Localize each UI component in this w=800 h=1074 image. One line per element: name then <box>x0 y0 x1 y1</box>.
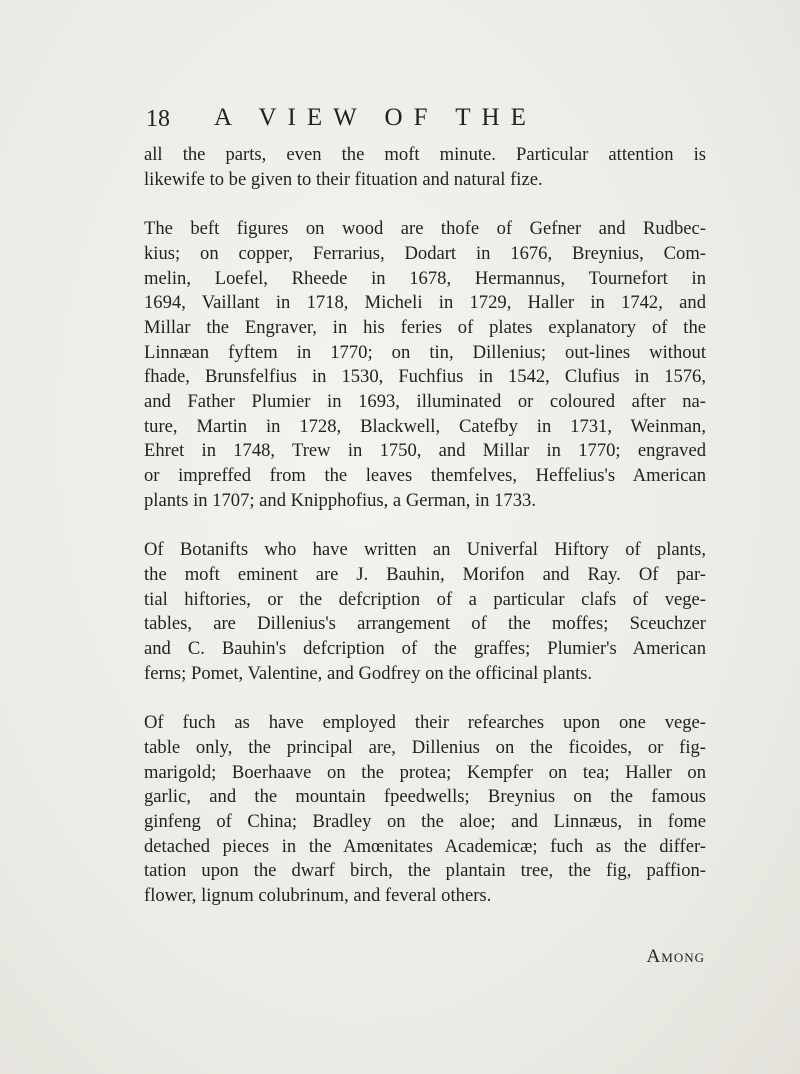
text-line: flower, lignum colubrinum, and feveral others. <box>144 885 492 907</box>
text-line: Ehret in 1748, Trew in 1750, and Millar in 1770; engraved <box>144 440 706 462</box>
text-line: tial hiftories, or the defcription of a particular clafs of vege- <box>144 588 706 610</box>
text-line: melin, Loefel, Rheede in 1678, Hermannus, Tournefort in <box>144 267 706 289</box>
paragraph <box>144 711 706 909</box>
paragraph <box>144 143 706 192</box>
text-line: marigold; Boerhaave on the protea; Kempfer on tea; Haller on <box>144 761 706 783</box>
paragraph <box>144 538 706 686</box>
text-line: Linnæan fyftem in 1770; on tin, Dillenius; out-lines without <box>144 341 706 363</box>
text-line: the moft eminent are J. Bauhin, Morifon and Ray. Of par- <box>144 563 706 585</box>
text-line: all the parts, even the moft minute. Particular attention is <box>144 144 706 165</box>
catchword: Among <box>646 946 705 967</box>
text-line: table only, the principal are, Dillenius on the ficoides, or fig- <box>144 736 706 758</box>
body-text <box>144 143 706 933</box>
page-number: 18 <box>146 106 170 132</box>
text-line: ginfeng of China; Bradley on the aloe; and Linnæus, in fome <box>144 810 706 832</box>
text-line: and Father Plumier in 1693, illuminated or coloured after na- <box>144 391 706 413</box>
running-head: A VIEW OF THE <box>214 104 537 131</box>
text-line: 1694, Vaillant in 1718, Micheli in 1729, Haller in 1742, and <box>144 292 706 314</box>
text-line: and C. Bauhin's defcription of the graffes; Plumier's American <box>144 638 706 660</box>
page-header <box>146 104 706 134</box>
text-line: tation upon the dwarf birch, the plantain tree, the fig, paffion- <box>144 860 706 882</box>
text-line: plants in 1707; and Knipphofius, a German, in 1733. <box>144 489 536 511</box>
text-line: ferns; Pomet, Valentine, and Godfrey on the officinal plants. <box>144 662 593 684</box>
text-line: ture, Martin in 1728, Blackwell, Catefby in 1731, Weinman, <box>144 415 706 437</box>
text-line: fhade, Brunsfelfius in 1530, Fuchfius in 1542, Clufius in 1576, <box>144 366 706 388</box>
text-line: tables, are Dillenius's arrangement of the moffes; Sceuchzer <box>144 613 706 635</box>
text-line: detached pieces in the Amœnitates Academicæ; fuch as the differ- <box>144 835 706 857</box>
text-line: kius; on copper, Ferrarius, Dodart in 1676, Breynius, Com- <box>144 242 706 264</box>
text-line: Millar the Engraver, in his feries of plates explanatory of the <box>144 316 706 338</box>
text-line: The beft figures on wood are thofe of Gefner and Rudbec- <box>144 218 706 240</box>
text-line: or impreffed from the leaves themfelves, Heffelius's American <box>144 465 706 487</box>
paragraph <box>144 217 706 513</box>
text-line: Of fuch as have employed their refearches upon one vege- <box>144 712 706 734</box>
text-line: likewife to be given to their fituation and natural fize. <box>144 168 543 190</box>
text-line: Of Botanifts who have written an Univerfal Hiftory of plants, <box>144 539 706 561</box>
text-line: garlic, and the mountain fpeedwells; Breynius on the famous <box>144 786 706 808</box>
